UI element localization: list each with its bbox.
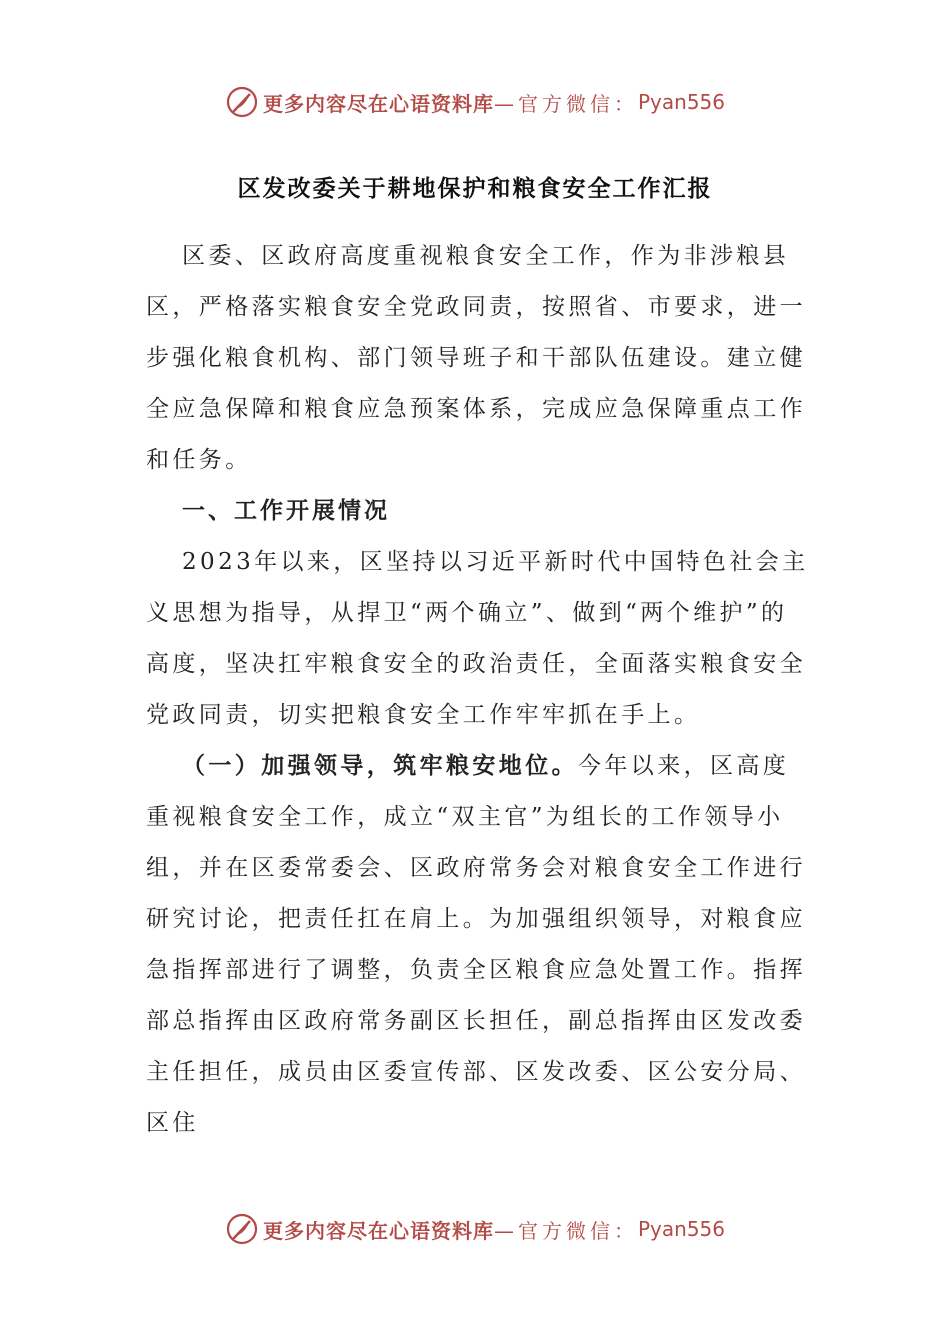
watermark-wechat-label: —官方微信： (493, 91, 638, 116)
watermark-wechat-id: Pyan556 (637, 90, 725, 114)
paragraph-overview: 2023年以来，区坚持以习近平新时代中国特色社会主义思想为指导，从捍卫“两个确立”、做到“两个维护”的高度，坚决扛牢粮食安全的政治责任，全面落实粮食安全党政同责，切实把粮食安全工作牢牢抓在手上。 (146, 549, 809, 728)
watermark-text: 更多内容尽在心语资料库 (262, 1218, 494, 1243)
watermark-wechat-id: Pyan556 (637, 1217, 725, 1241)
quill-logo-icon (225, 1212, 259, 1246)
paragraph-intro: 区委、区政府高度重视粮食安全工作，作为非涉粮县区，严格落实粮食安全党政同责，按照省、市要求，进一步强化粮食机构、部门领导班子和干部队伍建设。建立健全应急保障和粮食应急预案体系，完成应急保障重点工作和任务。 (146, 243, 806, 473)
paragraph-body: 今年以来，区高度重视粮食安全工作，成立“双主官”为组长的工作领导小组，并在区委常委会、区政府常务会对粮食安全工作进行研究讨论，把责任扛在肩上。为加强组织领导，对粮食应急指挥部进行了调整，负责全区粮食应急处置工作。指挥部总指挥由区政府常务副区长担任，副总指挥由区发改委主任担任，成员由区委宣传部、区发改委、区公安分局、区住 (146, 753, 806, 1136)
watermark-wechat-label: —官方微信： (493, 1218, 638, 1243)
quill-logo-icon (225, 85, 259, 119)
watermark-text: 更多内容尽在心语资料库 (262, 91, 494, 116)
paragraph-leadership (146, 741, 810, 1149)
header-watermark (0, 80, 950, 124)
footer-watermark (0, 1207, 950, 1251)
paragraph-lead: （一）加强领导，筑牢粮安地位。 (182, 753, 578, 779)
document-body (146, 231, 810, 1149)
section-heading: 一、工作开展情况 (182, 498, 390, 524)
document-title: 区发改委关于耕地保护和粮食安全工作汇报 (237, 176, 713, 202)
